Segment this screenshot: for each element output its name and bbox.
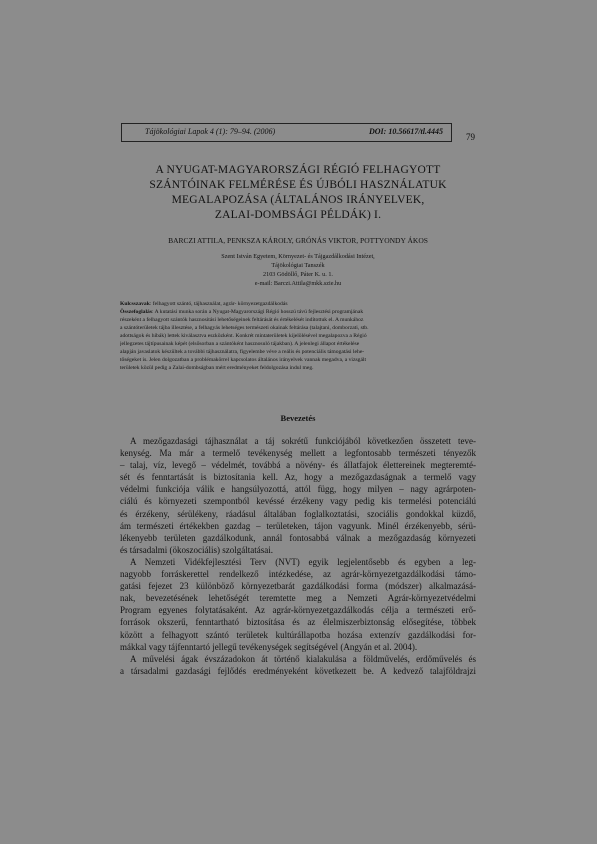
paragraph-line: kenység. Ma már a termelő tevékenység mellett a legfontosabb természeti tényezők [120, 448, 476, 459]
page-number: 79 [466, 132, 475, 142]
affiliation-line: Szent István Egyetem, Környezet- és Tájgazdálkodási Intézet, [221, 253, 375, 260]
title-line: SZÁNTÓINAK FELMÉRÉSE ÉS ÚJBÓLI HASZNÁLATUK [149, 179, 447, 191]
keywords-text: : felhagyott szántó, tájhasználat, agrár- környezetgazdálkodás [149, 301, 288, 307]
paragraph-line: a társadalmi gazdasági fejlődés eredményeként következett be. A kedvező talajföldrajzi [120, 665, 476, 676]
affiliation-email: e-mail: Barczi.Attila@mkk.szie.hu [254, 280, 342, 287]
author-list: BARCZI ATTILA, PENKSZA KÁROLY, GRÓNÁS VIKTOR, POTTYONDY ÁKOS [168, 236, 428, 245]
body-text [120, 435, 476, 677]
affiliation-line: 2103 Gödöllő, Páter K. u. 1. [263, 271, 333, 278]
paragraph-line: és társadalmi (ökoszociális) szolgáltatásai. [120, 544, 273, 555]
paragraph-line: nagyobb forráskerettel rendelkező intézkedése, az agrár-környezetgazdálkodási támo- [120, 569, 476, 580]
paragraph-line: sét és fenntartását is biztosítania kell. Az, hogy a mezőgazdaságnak a termelő vagy [120, 472, 476, 483]
title-line: MEGALAPOZÁSA (ÁLTALÁNOS IRÁNYELVEK, [171, 194, 425, 206]
paragraph-line: Program egyenes folytatásaként. Az agrár-környezetgazdálkodás célja a természeti erő- [120, 605, 476, 616]
affiliation-line: Tájökológiai Tanszék [271, 262, 325, 269]
paragraph-line: A mezőgazdasági tájhasználat a táj sokrétű funkciójából következően összetett teve- [130, 436, 476, 446]
title-line: ZALAI-DOMBSÁGI PÉLDÁK) I. [214, 209, 382, 221]
journal-reference: Tájökológiai Lapok 4 (1): 79–94. (2006) [145, 127, 276, 136]
section-heading: Bevezetés [280, 413, 316, 423]
paper-title [120, 163, 476, 223]
abstract [120, 300, 476, 372]
paragraph-line: – talaj, víz, levegő – védelmét, továbbá a növény- és állatfajok élettereinek megteremté- [120, 460, 476, 471]
doi-label: DOI: 10.56617/tl.4445 [369, 127, 443, 136]
paragraph-line: A Nemzeti Vidékfejlesztési Terv (NVT) egyik legjelentősebb és egyben a leg- [130, 556, 476, 567]
paragraph-line: A művelési ágak évszázadokon át történő kialakulása a földművelés, erdőművelés és [130, 653, 476, 664]
paragraph-line: védelmi funkciója válik e hangsúlyozottá, attól függ, hogy milyen – nagy agrárpoten- [120, 484, 476, 495]
summary-line [120, 308, 476, 316]
paragraph-line: között a felhagyott szántó területek kultúrállapotba hozása extenzív gazdálkodási for- [120, 629, 476, 640]
paragraph-line: gatási fejezet 23 különböző környezetbarát gazdálkodási forma (módszer) alkalmazásá- [120, 581, 476, 592]
title-line: A NYUGAT-MAGYARORSZÁGI RÉGIÓ FELHAGYOTT [155, 164, 441, 176]
paragraph-line: mákkal vagy tájfenntartó jellegű tevékenységek segítségével (Angyán et al. 2004). [120, 641, 418, 652]
paragraph-line: és érzékeny, sérülékeny, ráadásul általában foglalkoztatási, szociális gondokkal küzdő, [120, 508, 476, 519]
keywords-label: Kulcsszavak [120, 301, 150, 307]
paragraph-line: ciálú és környezeti szempontból kevéssé érzékeny vagy pedig kis termelési potenciálú [120, 496, 476, 507]
summary-line: alapján javaslatok készültek a további tájhasználatra, figyelembe véve a reális és potenciális támogatási lehe- [120, 349, 365, 355]
paragraph-line: lékenyebb területen gazdálkodunk, annál fontosabbá válnak a mezőgazdaság környezeti [120, 532, 476, 543]
paragraph-line: nak, bevezetésének lehetőségét teremtette meg a Nemzeti Agrár-környezetvédelmi [120, 593, 476, 604]
summary-line: adottságok és hibák) lettek kiválasztva eszközként. Konkrét mintaterületek kijelölésével megalapozva a Régió [120, 333, 367, 339]
paragraph-line: ám természeti értékekben gazdag – területeken, tájon vagyunk. Minél érzékenyebb, sérü- [120, 520, 476, 531]
summary-label: Összefoglalás [120, 309, 153, 315]
affiliation [120, 252, 476, 288]
summary-line: jellegzetes tájtípusainak képét (elsősorban a szántóként hasznosuló tájakban). A jelenlegi állapot értékelése [120, 341, 360, 347]
summary-line: területek közül pedig a Zalai-dombságban mért eredményeket feldolgozása indul meg. [120, 365, 314, 371]
summary-line: tőségeket is. Jelen dolgozatban a problémakörrel kapcsolatos általános irányelvek vannak megadva, a vizsgált [120, 357, 367, 363]
summary-text: : A kutatási munka során a Nyugat-Magyarországi Régió hosszú távú fejlesztési programjának [152, 309, 364, 315]
summary-line: részeként a felhagyott szántók hasznosítási lehetőségeinek feltárását és értékelését indítottuk el. A munkához [120, 317, 364, 323]
keywords-line [120, 300, 476, 308]
paragraph-line: források okszerű, fenntartható biztosítása és az élelmiszerbiztonság elősegítése, többek [120, 617, 476, 628]
summary-line: a szántóterületek tájba illesztése, a felhagyás lehetséges természeti okainak feltárása (talajtani, domborzati, stb. [120, 325, 369, 331]
